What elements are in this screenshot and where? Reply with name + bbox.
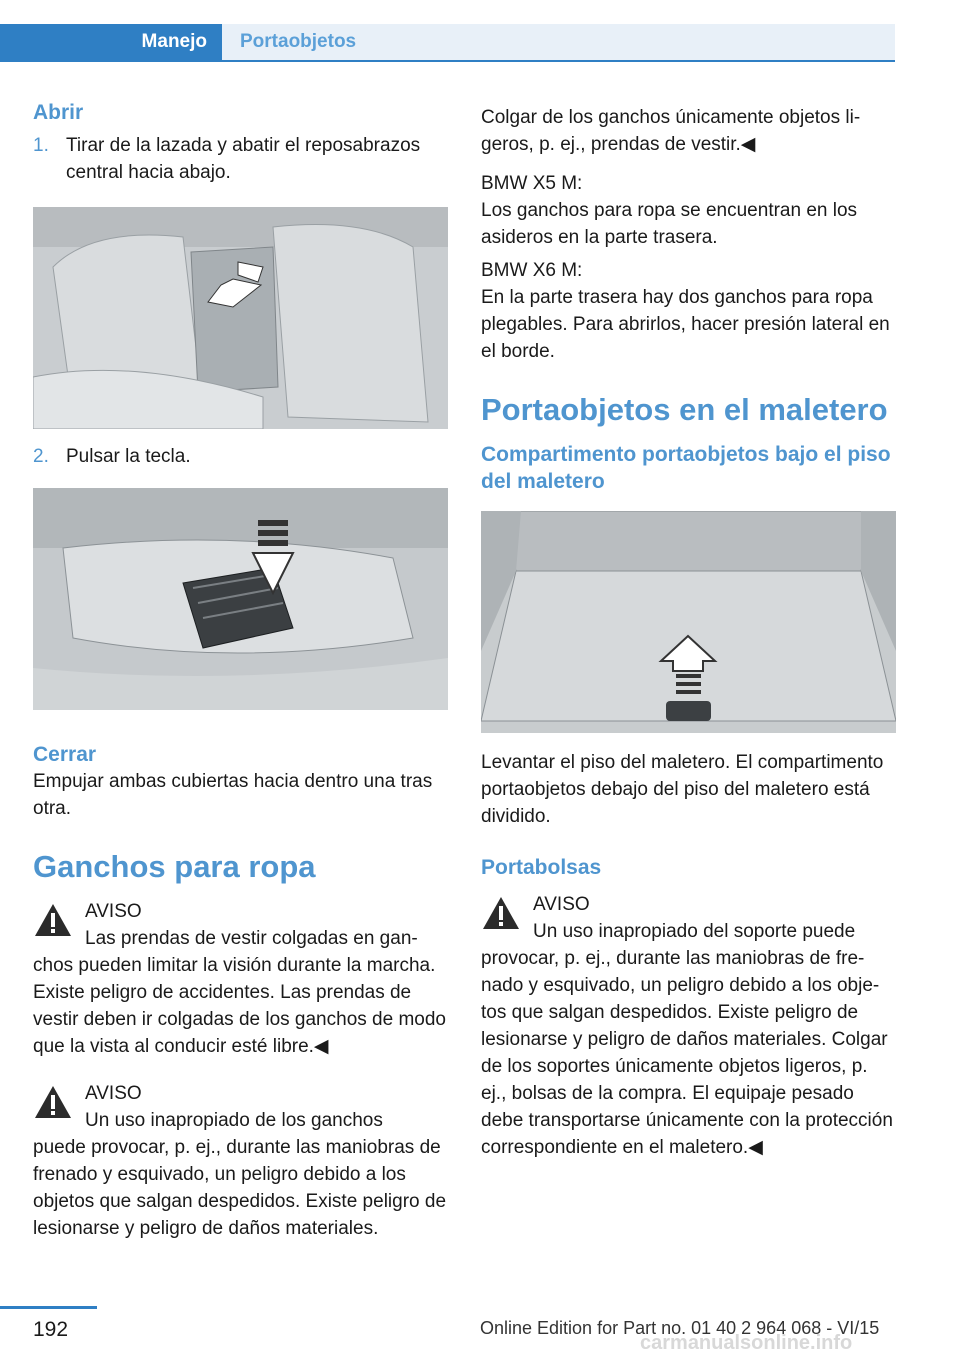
- maletero-title: Portaobjetos en el maletero: [481, 392, 888, 427]
- step-2: [33, 443, 448, 470]
- header-divider: [0, 60, 895, 62]
- x5m-label: BMW X5 M:: [481, 173, 583, 194]
- tab-manejo[interactable]: [0, 24, 222, 60]
- step-1: [33, 132, 448, 186]
- warning-icon: [33, 902, 73, 938]
- step-2-number: 2.: [33, 446, 49, 467]
- warning-2-text: puede provocar, p. ej., durante las maniobras de frenado y esquivado, un peligro debido a los objetos que salgan despedidos. Existe peligro de lesionarse y peligro de daños materiales.: [33, 1137, 447, 1239]
- page-number: 192: [33, 1318, 69, 1341]
- left-column: [33, 100, 448, 1242]
- warning-icon: [481, 895, 521, 931]
- header-bar: [0, 0, 960, 62]
- cerrar-heading: Cerrar: [33, 743, 97, 766]
- step-1-text: Tirar de la lazada y abatir el reposabrazos central hacia abajo.: [66, 135, 421, 183]
- tab-portaobjetos[interactable]: [222, 24, 895, 60]
- ganchos-title: Ganchos para ropa: [33, 849, 316, 884]
- tab-manejo-label: Manejo: [141, 31, 207, 52]
- step-2-text: Pulsar la tecla.: [66, 446, 191, 467]
- x6m-text: En la parte trasera hay dos ganchos para ropa plegables. Para abrirlos, hacer presión lateral en el borde.: [481, 287, 890, 362]
- warning-2: [33, 1080, 448, 1242]
- warning-icon: [33, 1084, 73, 1120]
- warning-3: [481, 891, 896, 1161]
- warning-2-label: AVISO: [85, 1083, 142, 1104]
- edition-text: Online Edition for Part no. 01 40 2 964 068 - VI/15: [480, 1318, 880, 1338]
- tab-portaobjetos-label: Portaobjetos: [240, 31, 357, 52]
- compartimento-heading: Compartimento portaobjetos bajo el piso del maletero: [481, 443, 891, 493]
- x5m-text: Los ganchos para ropa se encuentran en los asideros en la parte trasera.: [481, 200, 858, 248]
- step-1-number: 1.: [33, 135, 49, 156]
- abrir-heading: Abrir: [33, 101, 84, 124]
- colgar-text: Colgar de los ganchos únicamente objetos ligeros, p. ej., prendas de vestir.◀: [481, 107, 861, 155]
- warning-2-first-line: Un uso inapropiado de los ganchos: [85, 1110, 383, 1131]
- watermark: carmanualsonline.info: [640, 1332, 853, 1354]
- warning-3-label: AVISO: [533, 894, 590, 915]
- warning-1: [33, 898, 448, 1060]
- footer-divider: [0, 1306, 97, 1309]
- trunk-floor-image: [481, 511, 896, 733]
- levantar-text: Levantar el piso del maletero. El compartimento portaobjetos debajo del piso del maletero está dividido.: [481, 752, 884, 827]
- warning-1-first-line: Las prendas de vestir colgadas en gan-: [85, 928, 418, 949]
- warning-1-label: AVISO: [85, 901, 142, 922]
- x6m-label: BMW X6 M:: [481, 260, 583, 281]
- armrest-image: [33, 207, 448, 429]
- cerrar-text: Empujar ambas cubiertas hacia dentro una tras otra.: [33, 771, 433, 819]
- warning-3-first-line: Un uso inapropiado del soporte puede: [533, 921, 856, 942]
- warning-3-text: provocar, p. ej., durante las maniobras de frenado y esquivado, un peligro debido a los objetos que salgan despedidos. Existe peligro de lesionarse y peligro de daños materiales. Colgar de los soportes únicamente objetos ligeros, p. ej., bolsas de la compra. El equipaje pesado debe transportarse únicamente con la protección correspondiente en el maletero.◀: [481, 948, 893, 1158]
- portabolsas-heading: Portabolsas: [481, 856, 602, 879]
- warning-1-text: chos pueden limitar la visión durante la marcha. Existe peligro de accidentes. Las prendas de vestir deben ir colgadas de los ganchos de modo que la vista al conducir esté libre.◀: [33, 955, 446, 1057]
- right-column: [481, 104, 896, 1161]
- armrest-button-image: [33, 488, 448, 710]
